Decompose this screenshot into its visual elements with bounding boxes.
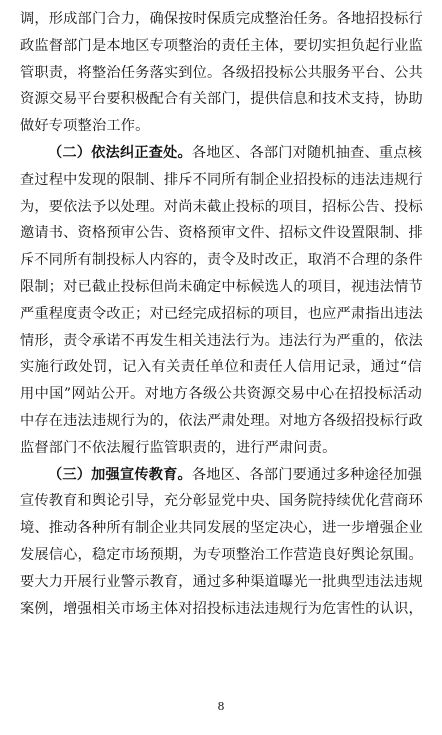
- page-number: 8: [217, 700, 225, 713]
- text-line: 政监督部门是本地区专项整治的责任主体，要切实担负起行业监: [20, 37, 423, 54]
- text-line: 实施行政处罚，记入有关责任单位和责任人信用记录，通过“信: [20, 359, 422, 376]
- text-line: 发展信心，稳定市场预期，为专项整治工作营造良好舆论氛围。: [20, 546, 423, 563]
- text-line: 邀请书、资格预审公告、资格预审文件、招标文件设置限制、排: [20, 225, 423, 242]
- text-line: 宣传教育和舆论引导，充分彰显党中央、国务院持续优化营商环: [20, 493, 423, 510]
- text-fragment: 各地区、各部门要通过多种途径加强: [191, 466, 423, 483]
- text-line: 要大力开展行业警示教育，通过多种渠道曝光一批典型违法违规: [20, 573, 423, 590]
- document-body: [20, 6, 422, 622]
- text-fragment: 各地区、各部门对随机抽查、重点核: [191, 144, 423, 161]
- section-heading-2: （二）依法纠正查处。: [48, 144, 192, 161]
- text-line: 做好专项整治工作。: [20, 118, 150, 135]
- text-line: 限制；对已截止投标但尚未确定中标候选人的项目，视违法情节: [20, 278, 423, 295]
- text-line: 用中国”网站公开。对地方各级公共资源交易中心在招投标活动: [20, 386, 422, 403]
- text-line: 案例，增强相关市场主体对招投标违法违规行为危害性的认识，: [20, 600, 423, 617]
- paragraph-first-line: [20, 140, 422, 167]
- text-line: 资源交易平台要积极配合有关部门，提供信息和技术支持，协助: [20, 91, 423, 108]
- text-line: 斥不同所有制投标人内容的，责令及时改正，取消不合理的条件: [20, 252, 423, 269]
- text-line: 严重程度责令改正；对已经完成招标的项目，也应严肃指出违法: [20, 305, 423, 322]
- text-line: 为，要依法予以处理。对尚未截止投标的项目，招标公告、投标: [20, 198, 423, 215]
- section-heading-3: （三）加强宣传教育。: [48, 466, 192, 483]
- text-line: 查过程中发现的限制、排斥不同所有制企业招投标的违法违规行: [20, 171, 423, 188]
- paragraph-first-line: [20, 462, 422, 489]
- text-line: 监督部门不依法履行监管职责的，进行严肃问责。: [20, 439, 337, 456]
- text-line: 管职责，将整治任务落实到位。各级招投标公共服务平台、公共: [20, 64, 423, 81]
- text-line: 境、推动各种所有制企业共同发展的坚定决心，进一步增强企业: [20, 520, 423, 537]
- text-line: 情形，责令承诺不再发生相关违法行为。违法行为严重的，依法: [20, 332, 423, 349]
- text-line: 调，形成部门合力，确保按时保质完成整治任务。各地招投标行: [20, 11, 423, 27]
- text-line: 中存在违法违规行为的，依法严肃处理。对地方各级招投标行政: [20, 412, 423, 429]
